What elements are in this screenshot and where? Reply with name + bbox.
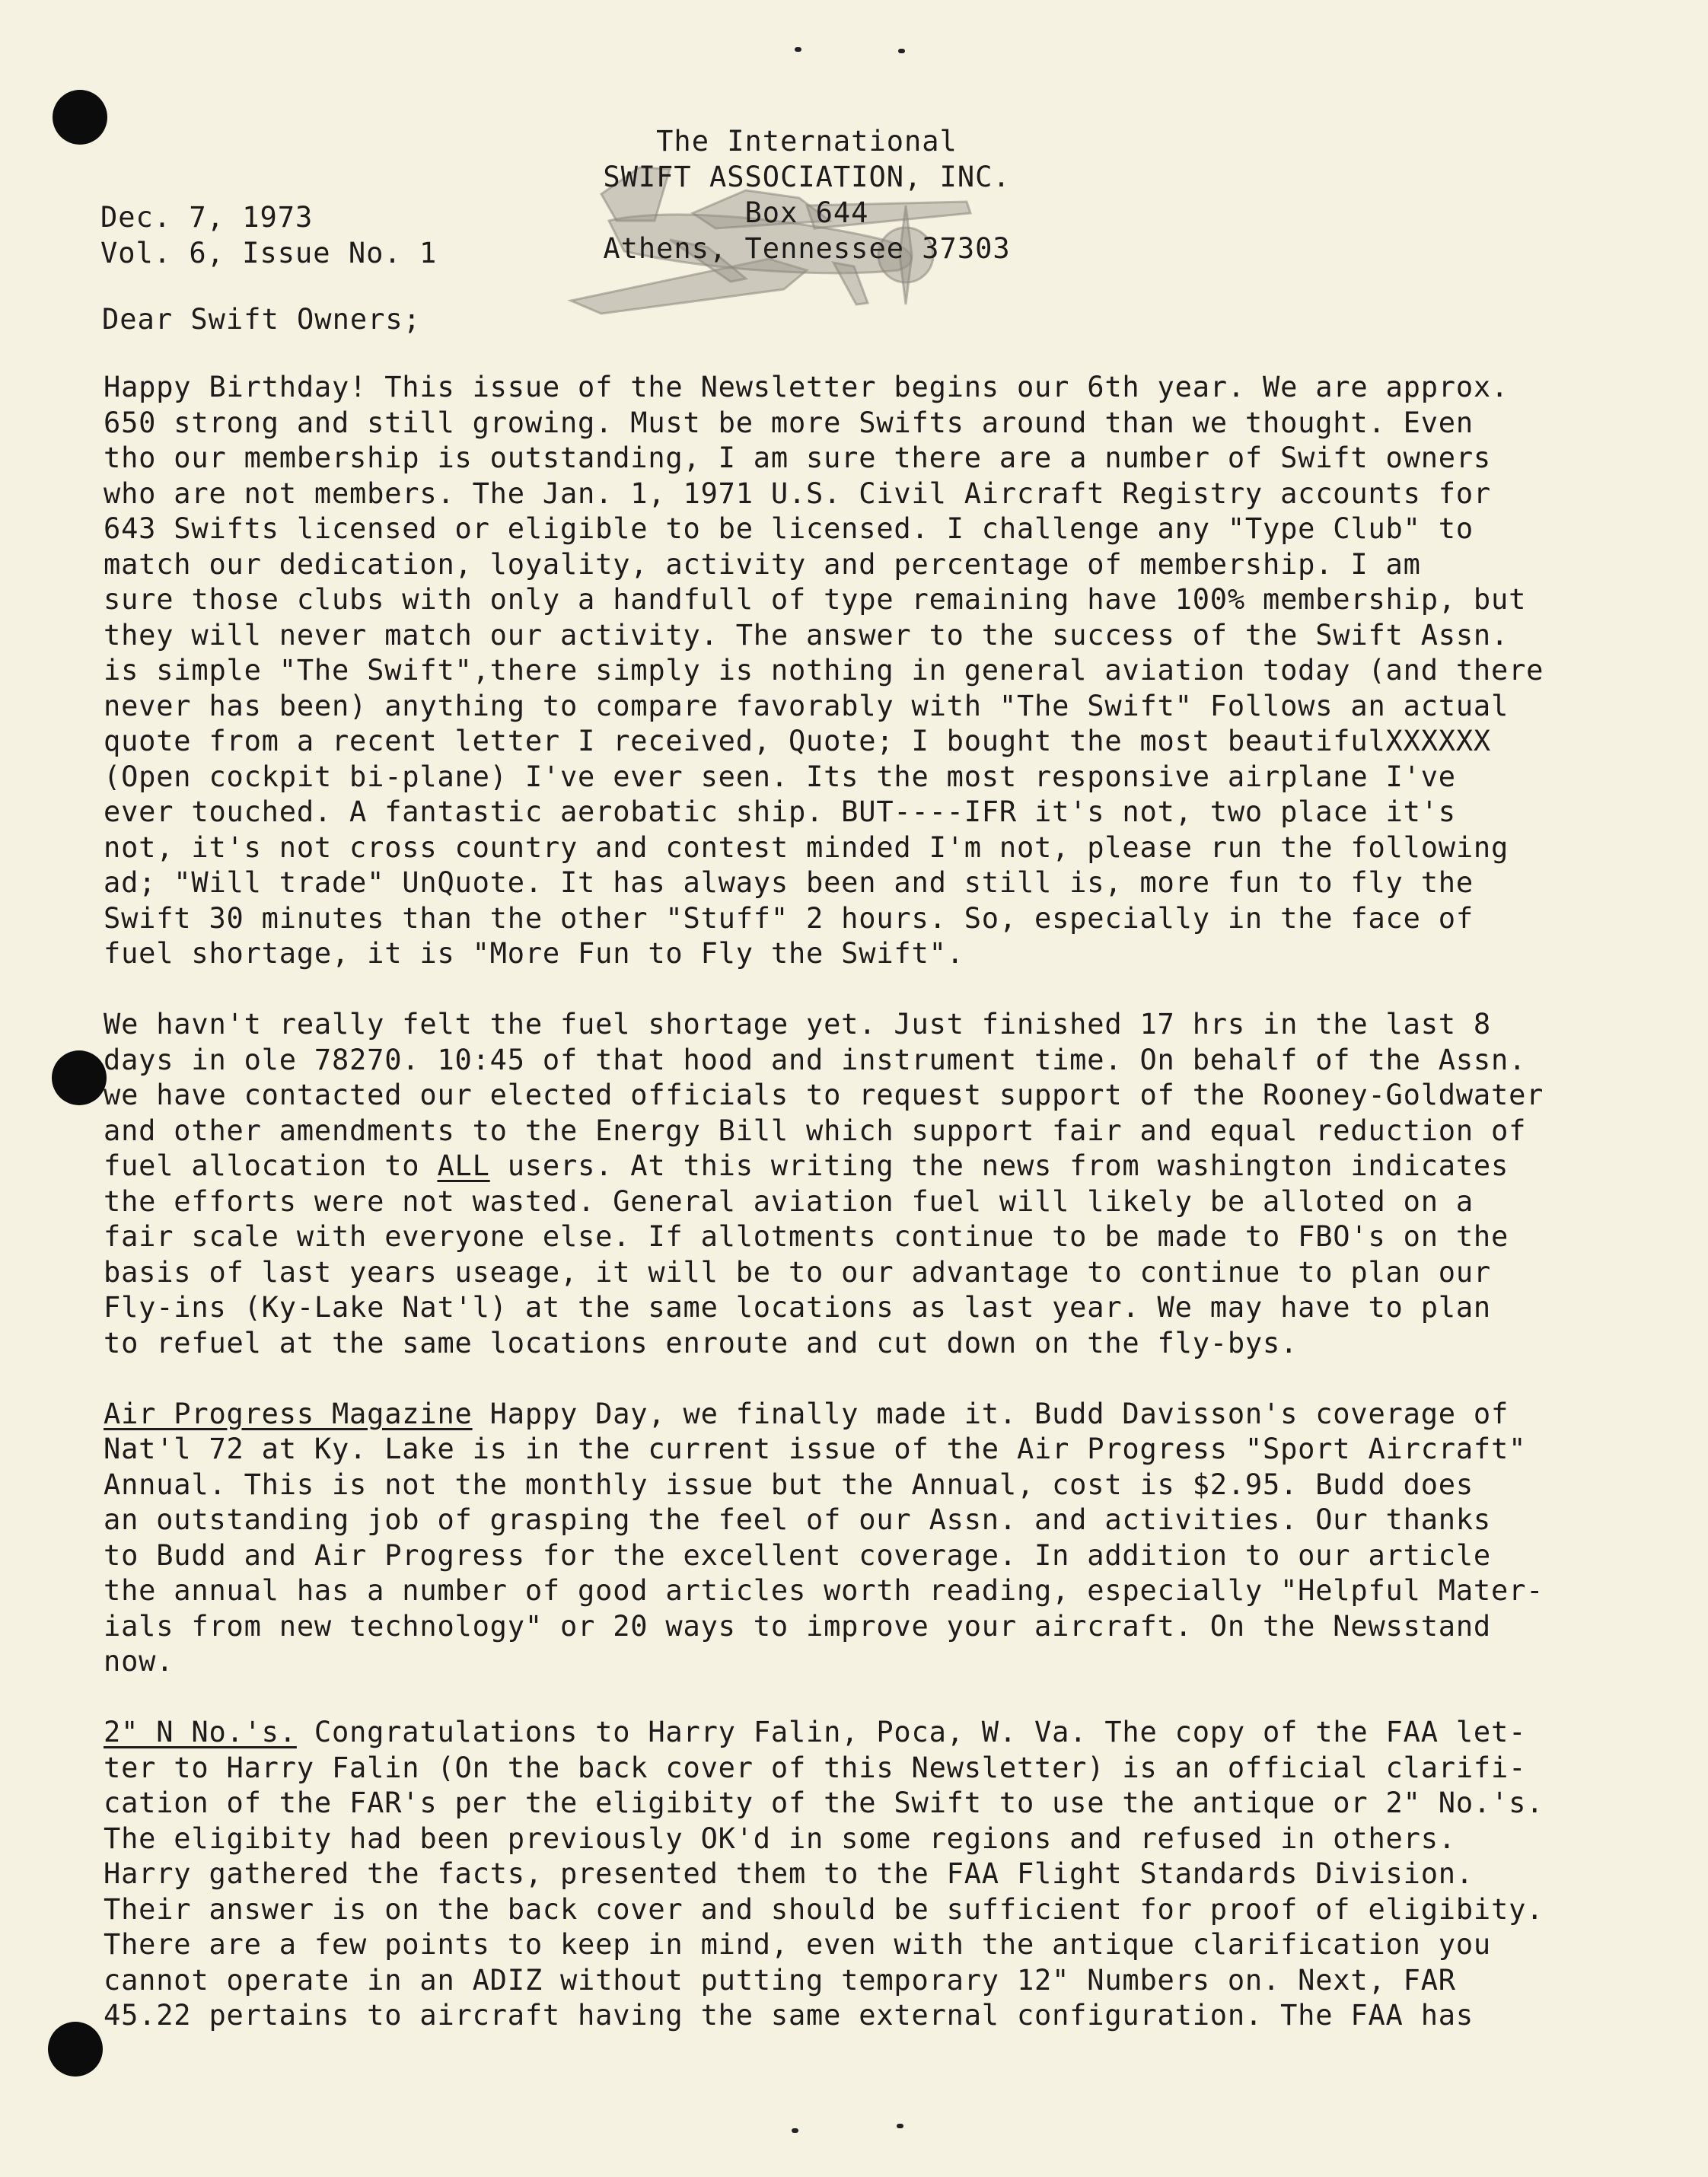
letterhead-org-line1: The International [656, 125, 958, 158]
text-fragment: users. At this writing the news from washington indicates [489, 1149, 1509, 1182]
text-line: 643 Swifts licensed or eligible to be licensed. I challenge any "Type Club" to [104, 512, 1474, 545]
paragraph-fuel-shortage [104, 1007, 1626, 1361]
text-line: basis of last years useage, it will be to our advantage to continue to plan our [104, 1255, 1491, 1289]
text-fragment: fuel allocation to [104, 1149, 438, 1182]
text-line: 650 strong and still growing. Must be more Swifts around than we thought. Even [104, 406, 1474, 439]
letterhead [594, 123, 1020, 266]
text-line: and other amendments to the Energy Bill which support fair and equal reduction of [104, 1114, 1527, 1147]
text-line [104, 1397, 1626, 1433]
punch-hole-top [53, 90, 107, 145]
text-line: cation of the FAR's per the eligibity of the Swift to use the antique or 2" No.'s. [104, 1787, 1544, 1819]
paragraph-anniversary [104, 370, 1626, 972]
text-line: Annual. This is not the monthly issue but the Annual, cost is $2.95. Budd does [104, 1468, 1474, 1501]
text-line: Harry gathered the facts, presented them to the FAA Flight Standards Division. [104, 1857, 1474, 1890]
text-line: match our dedication, loyality, activity and percentage of membership. I am [104, 547, 1421, 581]
text-line: is simple "The Swift",there simply is nothing in general aviation today (and there [104, 654, 1544, 687]
text-line: Fly-ins (Ky-Lake Nat'l) at the same locations as last year. We may have to plan [104, 1291, 1491, 1324]
text-line: an outstanding job of grasping the feel of our Assn. and activities. Our thanks [104, 1503, 1491, 1536]
text-line: We havn't really felt the fuel shortage yet. Just finished 17 hrs in the last 8 [104, 1008, 1491, 1041]
text-line: Swift 30 minutes than the other "Stuff" 2 hours. So, especially in the face of [104, 901, 1474, 935]
text-line: we have contacted our elected officials to request support of the Rooney-Goldwater [104, 1079, 1544, 1111]
text-line [104, 1715, 1626, 1751]
scan-speck [795, 47, 801, 52]
scan-speck [792, 2128, 798, 2133]
issue-info [100, 199, 437, 271]
section-heading-air-progress: Air Progress Magazine [104, 1397, 473, 1430]
text-line: the annual has a number of good articles worth reading, especially "Helpful Mater- [104, 1574, 1544, 1607]
issue-volume: Vol. 6, Issue No. 1 [100, 237, 438, 269]
text-line: fuel shortage, it is "More Fun to Fly the Swift". [104, 937, 964, 970]
text-line: cannot operate in an ADIZ without putting temporary 12" Numbers on. Next, FAR [104, 1963, 1456, 1997]
text-line: sure those clubs with only a handfull of type remaining have 100% membership, but [104, 583, 1527, 616]
text-line: not, it's not cross country and contest minded I'm not, please run the following [104, 830, 1509, 864]
text-line: tho our membership is outstanding, I am sure there are a number of Swift owners [104, 441, 1491, 474]
text-line: quote from a recent letter I received, Quote; I bought the most beautifulXXXXXX [104, 725, 1491, 757]
section-heading-n-numbers: 2" N No.'s. [104, 1716, 297, 1748]
text-line: ter to Harry Falin (On the back cover of this Newsletter) is an official clarifi- [104, 1751, 1527, 1784]
text-line: ever touched. A fantastic aerobatic ship. BUT----IFR it's not, two place it's [104, 795, 1456, 828]
text-line: ials from new technology" or 20 ways to improve your aircraft. On the Newsstand [104, 1609, 1491, 1643]
text-fragment: Happy Day, we finally made it. Budd Davisson's coverage of [472, 1397, 1509, 1430]
paragraph-n-numbers [104, 1715, 1626, 2034]
text-line: 45.22 pertains to aircraft having the same external configuration. The FAA has [104, 1999, 1474, 2032]
text-line: never has been) anything to compare favorably with "The Swift" Follows an actual [104, 689, 1509, 722]
text-line: Nat'l 72 at Ky. Lake is in the current issue of the Air Progress "Sport Aircraft" [104, 1433, 1527, 1465]
text-line: to Budd and Air Progress for the excellent coverage. In addition to our article [104, 1538, 1491, 1572]
text-line: who are not members. The Jan. 1, 1971 U.S. Civil Aircraft Registry accounts for [104, 477, 1491, 510]
punch-hole-bottom [48, 2022, 103, 2077]
text-line: (Open cockpit bi-plane) I've ever seen. Its the most responsive airplane I've [104, 760, 1456, 793]
text-line: ad; "Will trade" UnQuote. It has always been and still is, more fun to fly the [104, 866, 1474, 899]
paragraph-air-progress [104, 1397, 1626, 1680]
letterhead-city: Athens, Tennessee 37303 [603, 232, 1011, 265]
scan-speck [897, 2124, 903, 2128]
text-line: fair scale with everyone else. If allotments continue to be made to FBO's on the [104, 1220, 1509, 1253]
text-line: days in ole 78270. 10:45 of that hood and instrument time. On behalf of the Assn. [104, 1043, 1527, 1076]
text-line: Their answer is on the back cover and should be sufficient for proof of eligibity. [104, 1892, 1544, 1926]
punch-hole-middle [52, 1050, 107, 1105]
text-line: they will never match our activity. The answer to the success of the Swift Assn. [104, 618, 1509, 652]
text-line: to refuel at the same locations enroute and cut down on the fly-bys. [104, 1326, 1299, 1359]
underlined-all: ALL [437, 1149, 490, 1182]
text-line: The eligibity had been previously OK'd in some regions and refused in others. [104, 1822, 1456, 1855]
issue-date: Dec. 7, 1973 [100, 201, 314, 234]
text-line: now. [104, 1645, 174, 1678]
text-fragment: Congratulations to Harry Falin, Poca, W. Va. The copy of the FAA let- [296, 1716, 1527, 1748]
newsletter-body [104, 370, 1626, 2069]
text-line: Happy Birthday! This issue of the Newsletter begins our 6th year. We are approx. [104, 371, 1509, 403]
text-line: the efforts were not wasted. General aviation fuel will likely be alloted on a [104, 1184, 1474, 1218]
text-line: There are a few points to keep in mind, even with the antique clarification you [104, 1928, 1491, 1961]
scan-speck [898, 49, 905, 53]
text-line [104, 1149, 1626, 1184]
letterhead-org-name: SWIFT ASSOCIATION, INC. [603, 161, 1011, 193]
salutation: Dear Swift Owners; [102, 303, 421, 336]
letterhead-box: Box 644 [744, 196, 869, 229]
